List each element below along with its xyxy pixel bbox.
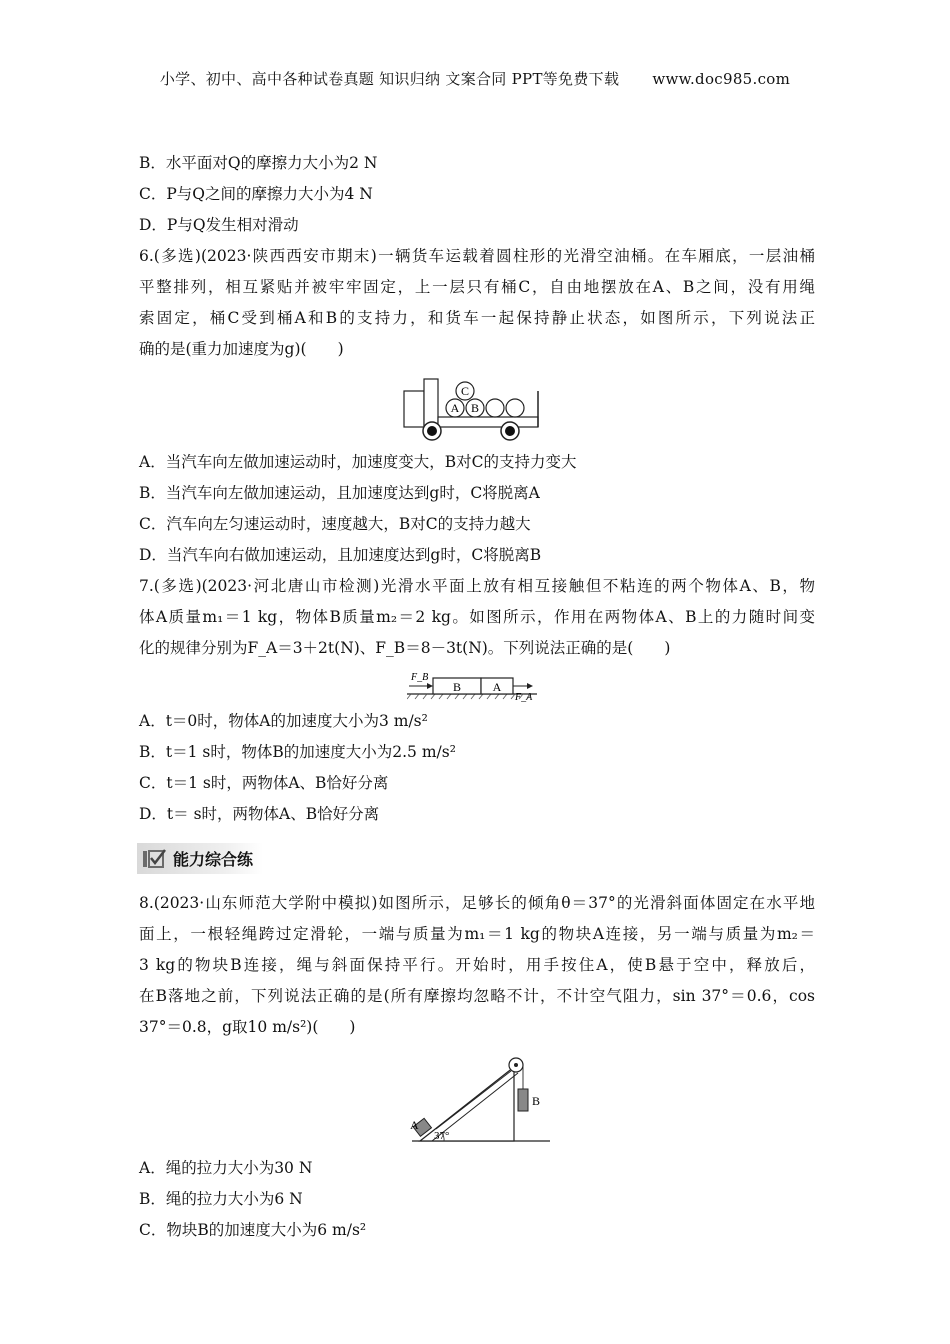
section-badge xyxy=(137,843,263,874)
truck-cab-back xyxy=(424,379,438,427)
q6-option-b: B．当汽车向左做加速运动，且加速度达到g时，C将脱离A xyxy=(139,484,540,502)
page-header xyxy=(0,68,950,89)
question-8 xyxy=(139,888,815,1246)
q5-options xyxy=(139,148,815,241)
pulley-axle xyxy=(514,1063,518,1067)
label-angle: 37° xyxy=(434,1130,450,1142)
force-fb-arrowhead xyxy=(427,683,433,689)
q6-option-c: C．汽车向左匀速运动时，速度越大，B对C的支持力越大 xyxy=(139,515,531,533)
barrel xyxy=(486,399,504,417)
q7-stem-line: 7.(多选)(2023·河北唐山市检测)光滑水平面上放有相互接触但不粘连的两个物体A、B，物 xyxy=(139,577,815,595)
truck-diagram xyxy=(402,371,552,443)
label-block-b: B xyxy=(532,1094,541,1108)
header-url[interactable]: www.doc985.com xyxy=(652,70,791,88)
label-fa: F_A xyxy=(515,692,533,702)
q7-option-b: B．t＝1 s时，物体B的加速度大小为2.5 m/s² xyxy=(139,743,456,761)
q6-stem-line: 索固定，桶C受到桶A和B的支持力，和货车一起保持静止状态，如图所示，下列说法正 xyxy=(139,309,815,327)
q8-stem-line: 在B落地之前，下列说法正确的是(所有摩擦均忽略不计，不计空气阻力，sin 37°＝0.6，cos xyxy=(139,987,815,1005)
wheel-rear-hub xyxy=(505,426,515,436)
question-7 xyxy=(139,571,815,830)
incline-diagram xyxy=(402,1049,552,1149)
q8-stem-line: 面上，一根轻绳跨过定滑轮，一端与质量为m₁＝1 kg的物块A连接，另一端与质量为m₂＝ xyxy=(139,925,815,943)
truck-cab xyxy=(404,391,424,427)
force-fa-arrowhead xyxy=(527,683,533,689)
label-a: A xyxy=(450,401,460,415)
q8-option-c: C．物块B的加速度大小为6 m/s² xyxy=(139,1221,367,1239)
q8-stem-line: 37°＝0.8，g取10 m/s²)( ) xyxy=(139,1018,356,1036)
truck-bed xyxy=(438,417,538,427)
q6-option-a: A．当汽车向左做加速运动时，加速度变大，B对C的支持力变大 xyxy=(139,453,577,471)
blocks-figure xyxy=(139,670,815,702)
q6-stem-line: 6.(多选)(2023·陕西西安市期末)一辆货车运载着圆柱形的光滑空油桶。在车厢底，一层油桶 xyxy=(139,247,815,265)
blocks-diagram xyxy=(407,670,547,702)
document-body xyxy=(139,148,815,1246)
q8-option-a: A．绳的拉力大小为30 N xyxy=(139,1159,313,1177)
q6-stem-line: 确的是(重力加速度为g)( ) xyxy=(139,340,344,358)
label-fb: F_B xyxy=(411,672,429,683)
ground-hatch xyxy=(407,694,531,699)
q6-stem-line: 平整排列，相互紧贴并被牢牢固定，上一层只有桶C，自由地摆放在A、B之间，没有用绳 xyxy=(139,278,815,296)
section-title: 能力综合练 xyxy=(173,849,254,869)
q5-option-d: D．P与Q发生相对滑动 xyxy=(139,216,299,234)
q8-stem-line: 8.(2023·山东师范大学附中模拟)如图所示，足够长的倾角θ＝37°的光滑斜面体固定在水平地 xyxy=(139,894,815,912)
incline-figure xyxy=(139,1049,815,1149)
q7-option-a: A．t＝0时，物体A的加速度大小为3 m/s² xyxy=(139,712,428,730)
q5-option-b: B．水平面对Q的摩擦力大小为2 N xyxy=(139,154,378,172)
label-block-b: B xyxy=(452,680,462,694)
q5-option-c: C．P与Q之间的摩擦力大小为4 N xyxy=(139,185,373,203)
q8-option-b: B．绳的拉力大小为6 N xyxy=(139,1190,303,1208)
section-heading xyxy=(137,840,815,876)
q6-option-d: D．当汽车向右做加速运动，且加速度达到g时，C将脱离B xyxy=(139,546,542,564)
checklist-icon xyxy=(141,847,167,869)
label-block-a: A xyxy=(410,1118,419,1132)
header-title: 小学、初中、高中各种试卷真题 知识归纳 文案合同 PPT等免费下载 xyxy=(159,70,620,88)
q7-stem-line: 化的规律分别为F_A＝3＋2t(N)、F_B＝8－3t(N)。下列说法正确的是( ) xyxy=(139,639,671,657)
block-b xyxy=(518,1089,528,1111)
q7-option-c: C．t＝1 s时，两物体A、B恰好分离 xyxy=(139,774,389,792)
barrel xyxy=(506,399,524,417)
question-6 xyxy=(139,241,815,571)
q7-stem-line: 体A质量m₁＝1 kg，物体B质量m₂＝2 kg。如图所示，作用在两物体A、B上的力随时间变 xyxy=(139,608,815,626)
q8-stem-line: 3 kg的物块B连接，绳与斜面保持平行。开始时，用手按住A，使B悬于空中，释放后， xyxy=(139,956,815,974)
wheel-front-hub xyxy=(427,426,437,436)
q7-option-d: D．t＝ s时，两物体A、B恰好分离 xyxy=(139,805,380,823)
truck-figure xyxy=(139,371,815,443)
label-block-a: A xyxy=(492,680,502,694)
label-c: C xyxy=(460,384,470,398)
label-b: B xyxy=(470,401,480,415)
